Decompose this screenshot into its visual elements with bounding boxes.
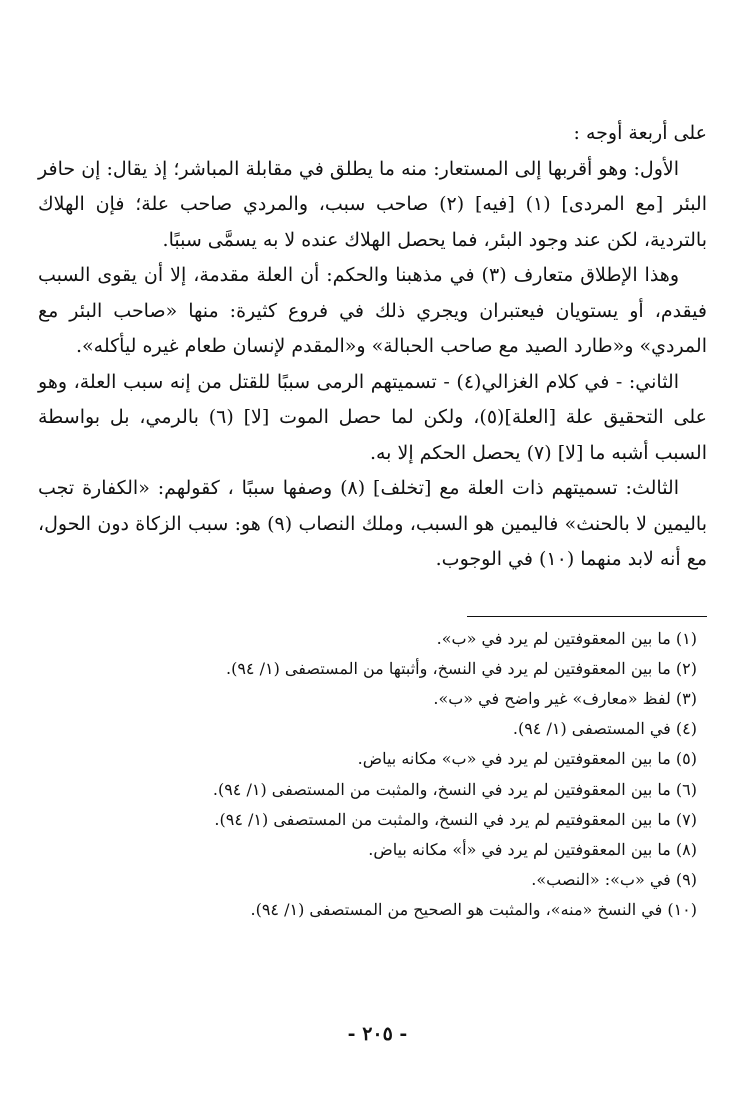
- paragraph-third-aspect: الثالث: تسميتهم ذات العلة مع [تخلف] (٨) وصفها سببًا ، كقولهم: «الكفارة تجب باليمين لا بالحنث» فاليمين هو السبب، وملك النصاب (٩) هو: سبب الزكاة دون الحول، مع أنه لابد منهما (١٠) في الوجوب.: [38, 477, 707, 570]
- footnote: (٦) ما بين المعقوفتين لم يرد في النسخ، والمثبت من المستصفى (١/ ٩٤).: [212, 779, 697, 799]
- page-number: - ٢٠٥ -: [347, 1023, 408, 1045]
- footnote: (٣) لفظ «معارف» غير واضح في «ب».: [433, 688, 697, 708]
- paragraph-usage: وهذا الإطلاق متعارف (٣) في مذهبنا والحكم: أن العلة مقدمة، إلا أن يقوى السبب فيقدم، أو يستويان فيعتبران ويجري ذلك في فروع كثيرة: منها «صاحب البئر مع المردي» و«طارد الصيد مع صاحب الحبالة» و«المقدم لإنسان طعام غيره ليأكله».: [38, 264, 707, 357]
- footnote: (٩) في «ب»: «النصب».: [531, 870, 697, 890]
- main-text: [38, 116, 707, 578]
- footnote: (٢) ما بين المعقوفتين لم يرد في النسخ، وأثبتها من المستصفى (١/ ٩٤).: [226, 658, 697, 678]
- paragraph-first-aspect: الأول: وهو أقربها إلى المستعار: منه ما يطلق في مقابلة المباشر؛ إذ يقال: إن حافر البئر [مع المردى] (١) [فيه] (٢) صاحب سبب، والمردي صاحب علة؛ فإن الهلاك بالتردية، لكن عند وجود البئر، فما يحصل الهلاك عنده لا به يسمَّى سببًا.: [38, 157, 707, 251]
- book-page: [38, 112, 707, 1106]
- footnote: (١٠) في النسخ «منه»، والمثبت هو الصحيح من المستصفى (١/ ٩٤).: [250, 900, 697, 920]
- paragraph-second-aspect: الثاني: - في كلام الغزالي(٤) - تسميتهم الرمى سببًا للقتل من إنه سبب العلة، وهو على التحقيق علة [العلة](٥)، ولكن لما حصل الموت [لا] (٦) بالرمي، بل بواسطة السبب أشبه ما [لا] (٧) يحصل الحكم إلا به.: [38, 370, 707, 464]
- footnotes-list: [38, 624, 707, 926]
- footnote: (٤) في المستصفى (١/ ٩٤).: [512, 719, 697, 739]
- footnote: (٥) ما بين المعقوفتين لم يرد في «ب» مكانه بياض.: [357, 749, 697, 769]
- footnote-separator: [467, 616, 707, 617]
- paragraph-intro: على أربعة أوجه :: [573, 122, 707, 144]
- footnote: (١) ما بين المعقوفتين لم يرد في «ب».: [436, 628, 697, 648]
- footnote: (٨) ما بين المعقوفتين لم يرد في «أ» مكانه بياض.: [368, 839, 697, 859]
- footnote: (٧) ما بين المعقوفتيم لم يرد في النسخ، والمثبت من المستصفى (١/ ٩٤).: [214, 809, 697, 829]
